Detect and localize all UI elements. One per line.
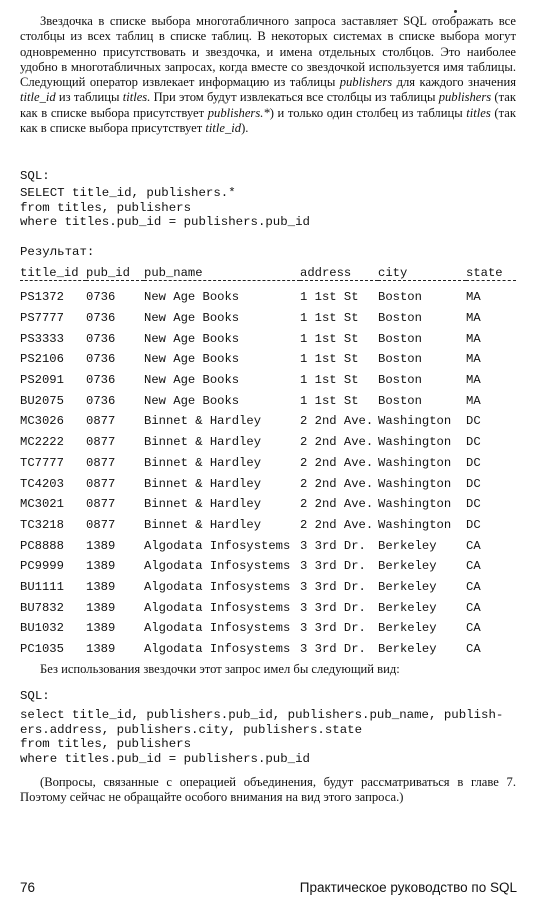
table-cell: PS7777 — [20, 311, 64, 326]
italic-term: titles. — [122, 90, 151, 105]
table-cell: CA — [466, 642, 481, 657]
table-row — [20, 494, 516, 515]
table-cell: Boston — [378, 331, 422, 346]
italic-term: titles — [466, 105, 491, 120]
table-row — [20, 349, 516, 370]
table-cell: DC — [466, 517, 481, 532]
running-title: Практическое руководство по SQL — [299, 880, 517, 895]
table-cell: 0736 — [86, 311, 116, 326]
table-cell: Washington — [378, 476, 452, 491]
table-row — [20, 618, 516, 639]
table-cell: Washington — [378, 455, 452, 470]
table-cell: 1 1st St — [300, 373, 359, 388]
table-body — [20, 287, 516, 659]
table-cell: Binnet & Hardley — [144, 497, 262, 512]
table-cell: New Age Books — [144, 290, 240, 305]
table-cell: Algodata Infosystems — [144, 642, 291, 657]
table-cell: Boston — [378, 290, 422, 305]
table-row — [20, 287, 516, 308]
table-cell: 1 1st St — [300, 393, 359, 408]
table-row — [20, 639, 516, 660]
table-cell: Algodata Infosystems — [144, 538, 291, 553]
paragraph-text: ). — [241, 121, 249, 136]
table-cell: 0736 — [86, 373, 116, 388]
table-cell: PS3333 — [20, 331, 64, 346]
table-cell: 0736 — [86, 290, 116, 305]
intro-paragraph — [20, 14, 516, 136]
paragraph-text: ) и только один столбец из таблицы — [269, 105, 467, 120]
table-cell: 0877 — [86, 435, 116, 450]
table-cell: 3 3rd Dr. — [300, 642, 366, 657]
table-cell: TC3218 — [20, 517, 64, 532]
table-cell: MA — [466, 352, 481, 367]
sql-label: SQL: — [20, 169, 50, 183]
table-cell: PS1372 — [20, 290, 64, 305]
italic-term: title_id — [205, 121, 242, 136]
table-cell: 3 3rd Dr. — [300, 538, 366, 553]
table-cell: Berkeley — [378, 600, 437, 615]
table-cell: Berkeley — [378, 538, 437, 553]
table-cell: 1 1st St — [300, 352, 359, 367]
table-cell: Boston — [378, 373, 422, 388]
table-cell: DC — [466, 497, 481, 512]
table-cell: New Age Books — [144, 393, 240, 408]
table-cell: 3 3rd Dr. — [300, 579, 366, 594]
table-cell: 2 2nd Ave. — [300, 476, 374, 491]
table-cell: MC2222 — [20, 435, 64, 450]
column-header: state — [466, 266, 503, 280]
table-cell: Berkeley — [378, 642, 437, 657]
sql-label: SQL: — [20, 689, 50, 703]
table-cell: Boston — [378, 393, 422, 408]
table-row — [20, 556, 516, 577]
transition-paragraph: Без использования звездочки этот запрос имел бы следующий вид: — [40, 662, 400, 676]
paragraph-text: Звездочка в списке выбора многотабличного запроса заставляет SQL отображать все столбцы из всех таблиц в списке таблиц. В некоторых системах в списке выбора могут одновременно присутствовать и звездочка, и имена отдельных столбцов. Это наиболее удобно в многотабличных запросах, когда вместе со звездочкой используется имя таблицы. Следующий оператор извлекает информацию из таблицы — [20, 14, 516, 90]
table-cell: 1389 — [86, 600, 116, 615]
italic-term: publishers.* — [207, 105, 270, 120]
table-row — [20, 597, 516, 618]
table-cell: Algodata Infosystems — [144, 621, 291, 636]
table-cell: MA — [466, 290, 481, 305]
corner-dot-mark — [454, 10, 457, 13]
table-cell: Binnet & Hardley — [144, 476, 262, 491]
column-header: pub_name — [144, 266, 203, 280]
table-cell: 3 3rd Dr. — [300, 559, 366, 574]
table-cell: 2 2nd Ave. — [300, 455, 374, 470]
table-cell: Algodata Infosystems — [144, 559, 291, 574]
table-cell: 0877 — [86, 414, 116, 429]
table-cell: 3 3rd Dr. — [300, 600, 366, 615]
table-cell: Washington — [378, 414, 452, 429]
table-cell: Berkeley — [378, 621, 437, 636]
table-cell: Algodata Infosystems — [144, 579, 291, 594]
sql-code-block: select title_id, publishers.pub_id, publishers.pub_name, publish- ers.address, publishers.city, publishers.state from titles, publishers where titles.pub_id = publishers.pub_id — [20, 708, 504, 766]
column-header: address — [300, 266, 352, 280]
italic-term: publishers — [339, 75, 393, 90]
table-cell: 1 1st St — [300, 331, 359, 346]
table-cell: DC — [466, 455, 481, 470]
table-cell: Binnet & Hardley — [144, 455, 262, 470]
table-cell: BU7832 — [20, 600, 64, 615]
table-row — [20, 535, 516, 556]
table-cell: MA — [466, 393, 481, 408]
paragraph-text: (так как в списке выбора присутствует — [20, 90, 516, 120]
table-cell: New Age Books — [144, 352, 240, 367]
table-cell: CA — [466, 559, 481, 574]
table-cell: Binnet & Hardley — [144, 414, 262, 429]
table-row — [20, 453, 516, 474]
table-cell: CA — [466, 579, 481, 594]
table-cell: BU1032 — [20, 621, 64, 636]
paragraph-text: для каждого значения — [392, 75, 516, 90]
sql-code-block: SELECT title_id, publishers.* from titles, publishers where titles.pub_id = publishers.pub_id — [20, 186, 310, 229]
table-cell: Washington — [378, 435, 452, 450]
table-header-row — [20, 260, 516, 281]
table-cell: 0877 — [86, 476, 116, 491]
table-cell: 0877 — [86, 455, 116, 470]
table-cell: DC — [466, 476, 481, 491]
table-cell: TC4203 — [20, 476, 64, 491]
table-row — [20, 577, 516, 598]
paragraph-text: (так как в списке выбора присутствует — [20, 105, 516, 136]
table-cell: PC9999 — [20, 559, 64, 574]
table-cell: DC — [466, 414, 481, 429]
table-cell: Berkeley — [378, 559, 437, 574]
table-cell: CA — [466, 538, 481, 553]
table-cell: CA — [466, 621, 481, 636]
table-cell: 0877 — [86, 497, 116, 512]
table-row — [20, 308, 516, 329]
table-row — [20, 328, 516, 349]
table-cell: BU2075 — [20, 393, 64, 408]
table-row — [20, 473, 516, 494]
table-cell: 1389 — [86, 538, 116, 553]
table-cell: New Age Books — [144, 331, 240, 346]
table-cell: MC3021 — [20, 497, 64, 512]
table-cell: MA — [466, 331, 481, 346]
column-header: title_id — [20, 266, 79, 280]
table-cell: Boston — [378, 352, 422, 367]
table-cell: Binnet & Hardley — [144, 435, 262, 450]
table-cell: 2 2nd Ave. — [300, 517, 374, 532]
table-cell: PS2106 — [20, 352, 64, 367]
table-cell: MA — [466, 373, 481, 388]
result-table — [20, 260, 516, 659]
table-cell: Berkeley — [378, 579, 437, 594]
table-cell: 0736 — [86, 393, 116, 408]
table-cell: Binnet & Hardley — [144, 517, 262, 532]
note-paragraph: (Вопросы, связанные с операцией объединения, будут рассматриваться в главе 7. Поэтому сейчас не обращайте особого внимания на вид этого запроса.) — [20, 775, 516, 805]
table-cell: New Age Books — [144, 373, 240, 388]
result-label: Результат: — [20, 245, 95, 259]
table-cell: Washington — [378, 517, 452, 532]
table-cell: 3 3rd Dr. — [300, 621, 366, 636]
paragraph-text: При этом будут извлекаться все столбцы из таблицы — [150, 90, 439, 105]
table-row — [20, 390, 516, 411]
table-cell: 0736 — [86, 352, 116, 367]
table-cell: PC8888 — [20, 538, 64, 553]
table-cell: 1389 — [86, 642, 116, 657]
table-row — [20, 432, 516, 453]
table-cell: 1389 — [86, 579, 116, 594]
table-cell: 2 2nd Ave. — [300, 435, 374, 450]
table-cell: New Age Books — [144, 311, 240, 326]
table-cell: 0877 — [86, 517, 116, 532]
table-cell: CA — [466, 600, 481, 615]
table-cell: MA — [466, 311, 481, 326]
table-cell: Washington — [378, 497, 452, 512]
table-cell: 2 2nd Ave. — [300, 414, 374, 429]
column-header: city — [378, 266, 408, 280]
table-row — [20, 370, 516, 391]
table-row — [20, 515, 516, 536]
italic-term: title_id — [20, 90, 56, 105]
table-cell: 1389 — [86, 559, 116, 574]
column-header: pub_id — [86, 266, 130, 280]
table-cell: Boston — [378, 311, 422, 326]
table-cell: DC — [466, 435, 481, 450]
table-cell: PC1035 — [20, 642, 64, 657]
table-cell: MC3026 — [20, 414, 64, 429]
table-cell: TC7777 — [20, 455, 64, 470]
table-cell: PS2091 — [20, 373, 64, 388]
table-cell: Algodata Infosystems — [144, 600, 291, 615]
table-cell: 2 2nd Ave. — [300, 497, 374, 512]
italic-term: publishers — [438, 90, 492, 105]
table-cell: 1389 — [86, 621, 116, 636]
table-row — [20, 411, 516, 432]
table-cell: BU1111 — [20, 579, 64, 594]
table-cell: 1 1st St — [300, 311, 359, 326]
page-number: 76 — [20, 880, 36, 895]
table-cell: 0736 — [86, 331, 116, 346]
paragraph-text: из таблицы — [55, 90, 123, 105]
table-cell: 1 1st St — [300, 290, 359, 305]
